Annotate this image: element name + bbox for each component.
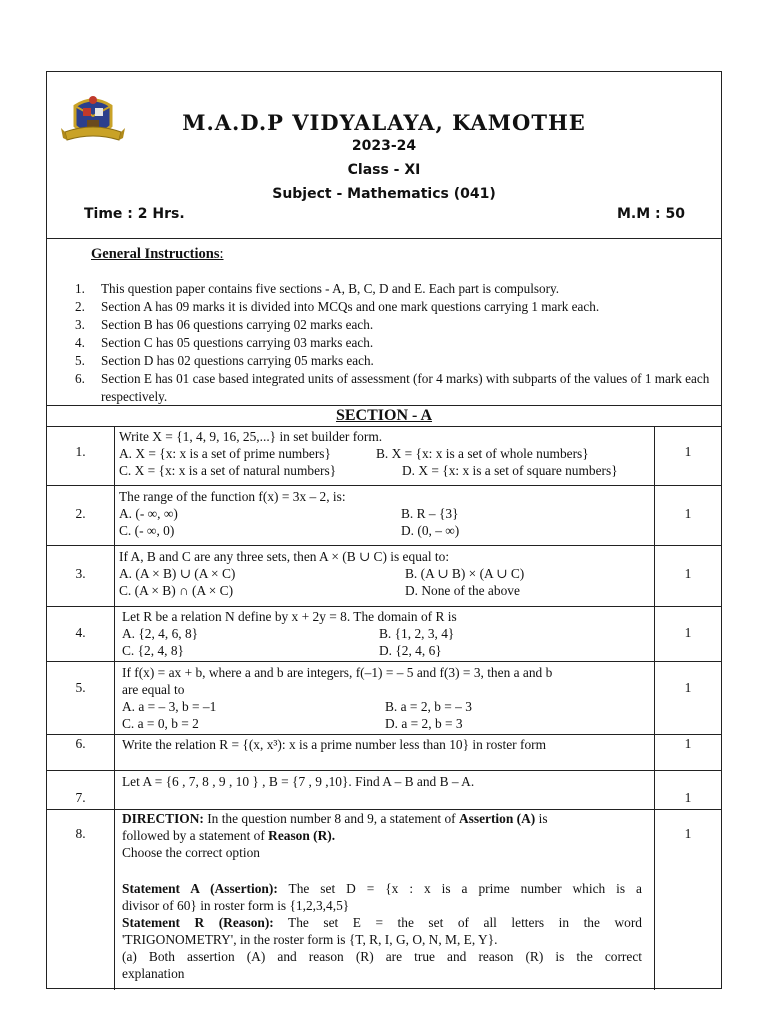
direction-text-2: followed by a statement of <box>122 828 265 843</box>
statement-r-label: Statement R (Reason): <box>122 915 274 930</box>
question-number: 5. <box>47 662 115 734</box>
option-a: (a) Both assertion (A) and reason (R) are true and reason (R) is the correct <box>122 949 642 964</box>
question-number: 6. <box>47 735 115 770</box>
general-instructions <box>47 238 721 406</box>
question-number: 8. <box>47 810 115 990</box>
instructions-list <box>75 280 719 406</box>
question-text: If A, B and C are any three sets, then A × (B ∪ C) is equal to: <box>119 549 450 564</box>
time-label: Time : 2 Hrs. <box>84 206 185 222</box>
option-a: A. (- ∞, ∞) <box>119 506 178 521</box>
question-text: Write X = {1, 4, 9, 16, 25,...} in set builder form. <box>119 429 383 444</box>
subject-label: Subject - Mathematics (041) <box>272 186 496 202</box>
paper-header <box>47 72 721 239</box>
statement-a-label: Statement A (Assertion): <box>122 881 278 896</box>
option-d: D. a = 2, b = 3 <box>385 716 463 731</box>
reason-label: Reason (R). <box>268 828 336 843</box>
question-text: If f(x) = ax + b, where a and b are integers, f(–1) = – 5 and f(3) = 3, then a and b <box>122 665 553 680</box>
option-a: A. {2, 4, 6, 8} <box>122 626 199 641</box>
direction-text-is: is <box>538 811 548 826</box>
option-b: B. X = {x: x is a set of whole numbers} <box>376 446 589 461</box>
school-name: M.A.D.P VIDYALAYA, KAMOTHE <box>182 110 586 135</box>
option-b: B. R – {3} <box>401 506 459 521</box>
question-text: Let R be a relation N define by x + 2y = 8. The domain of R is <box>122 609 457 624</box>
question-body <box>119 488 651 539</box>
choose-option-text: Choose the correct option <box>122 845 260 860</box>
question-marks: 1 <box>654 607 721 661</box>
question-body <box>119 548 651 599</box>
section-a-title: SECTION - A <box>47 405 721 427</box>
question-body <box>122 736 654 753</box>
instruction-item: 2. Section A has 09 marks it is divided into MCQs and one mark questions carrying 1 mark each. <box>75 299 600 314</box>
instruction-item: 3. Section B has 06 questions carrying 02 marks each. <box>75 317 374 332</box>
option-c: C. (A × B) ∩ (A × C) <box>119 583 234 598</box>
option-a: A. X = {x: x is a set of prime numbers} <box>119 446 331 461</box>
option-d: D. (0, – ∞) <box>401 523 460 538</box>
question-number: 4. <box>47 607 115 661</box>
option-a: A. a = – 3, b = –1 <box>122 699 217 714</box>
question-number: 7. <box>47 771 115 809</box>
academic-year: 2023-24 <box>351 138 417 154</box>
instruction-item: 4. Section C has 05 questions carrying 03 marks each. <box>75 335 374 350</box>
question-row-3 <box>47 546 721 607</box>
option-d: D. None of the above <box>405 583 520 598</box>
instruction-item: 6. Section E has 01 case based integrated units of assessment (for 4 marks) with subparts of the values of 1 mark each respectively. <box>75 371 710 404</box>
question-row-2 <box>47 486 721 546</box>
statement-r-text: The set E = the set of all letters in the word <box>288 915 642 930</box>
question-marks: 1 <box>654 486 721 545</box>
option-b: B. {1, 2, 3, 4} <box>379 626 455 641</box>
question-marks: 1 <box>654 735 721 770</box>
question-marks: 1 <box>654 771 721 809</box>
question-row-5 <box>47 662 721 735</box>
assertion-label: Assertion (A) <box>458 811 536 826</box>
question-text-continued: are equal to <box>122 682 185 697</box>
instruction-item: 1. This question paper contains five sections - A, B, C, D and E. Each part is compulsory. <box>75 281 560 296</box>
question-body <box>122 810 642 982</box>
question-row-7 <box>47 771 721 810</box>
option-d: D. X = {x: x is a set of square numbers} <box>402 463 618 478</box>
question-text: The range of the function f(x) = 3x – 2, is: <box>119 489 346 504</box>
option-a-continued: explanation <box>122 966 185 981</box>
question-body <box>122 664 654 732</box>
question-row-6 <box>47 735 721 771</box>
option-c: C. (- ∞, 0) <box>119 523 175 538</box>
question-body <box>122 608 654 659</box>
question-body <box>119 428 651 479</box>
option-d: D. {2, 4, 6} <box>379 643 442 658</box>
instruction-item: 5. Section D has 02 questions carrying 05 marks each. <box>75 353 374 368</box>
question-number: 3. <box>47 546 115 606</box>
option-c: C. X = {x: x is a set of natural numbers} <box>119 463 337 478</box>
instructions-title: General Instructions: <box>91 246 224 262</box>
question-marks: 1 <box>654 810 721 990</box>
question-row-1 <box>47 426 721 486</box>
question-marks: 1 <box>654 546 721 606</box>
statement-a-text: The set D = {x : x is a prime number which is a <box>288 881 642 896</box>
option-c: C. {2, 4, 8} <box>122 643 184 658</box>
statement-r-text-continued: 'TRIGONOMETRY', in the roster form is {T, R, I, G, O, N, M, E, Y}. <box>122 932 498 947</box>
question-number: 1. <box>47 426 115 485</box>
direction-label: DIRECTION: <box>122 811 204 826</box>
option-b: B. (A ∪ B) × (A ∪ C) <box>405 566 525 581</box>
class-label: Class - XI <box>347 162 421 178</box>
option-a: A. (A × B) ∪ (A × C) <box>119 566 236 581</box>
question-marks: 1 <box>654 426 721 485</box>
option-b: B. a = 2, b = – 3 <box>385 699 472 714</box>
question-paper <box>46 71 722 989</box>
max-marks-label: M.M : 50 <box>616 206 685 222</box>
question-number: 2. <box>47 486 115 545</box>
question-text: Let A = {6 , 7, 8 , 9 , 10 } , B = {7 , 9 ,10}. Find A – B and B – A. <box>122 774 475 789</box>
question-row-8 <box>47 810 721 990</box>
question-body <box>122 773 654 790</box>
question-marks: 1 <box>654 662 721 734</box>
question-row-4 <box>47 607 721 662</box>
question-text: Write the relation R = {(x, x³): x is a prime number less than 10} in roster form <box>122 737 547 752</box>
statement-a-text-continued: divisor of 60} in roster form is {1,2,3,4,5} <box>122 898 350 913</box>
option-c: C. a = 0, b = 2 <box>122 716 199 731</box>
direction-text: In the question number 8 and 9, a statement of <box>207 811 456 826</box>
